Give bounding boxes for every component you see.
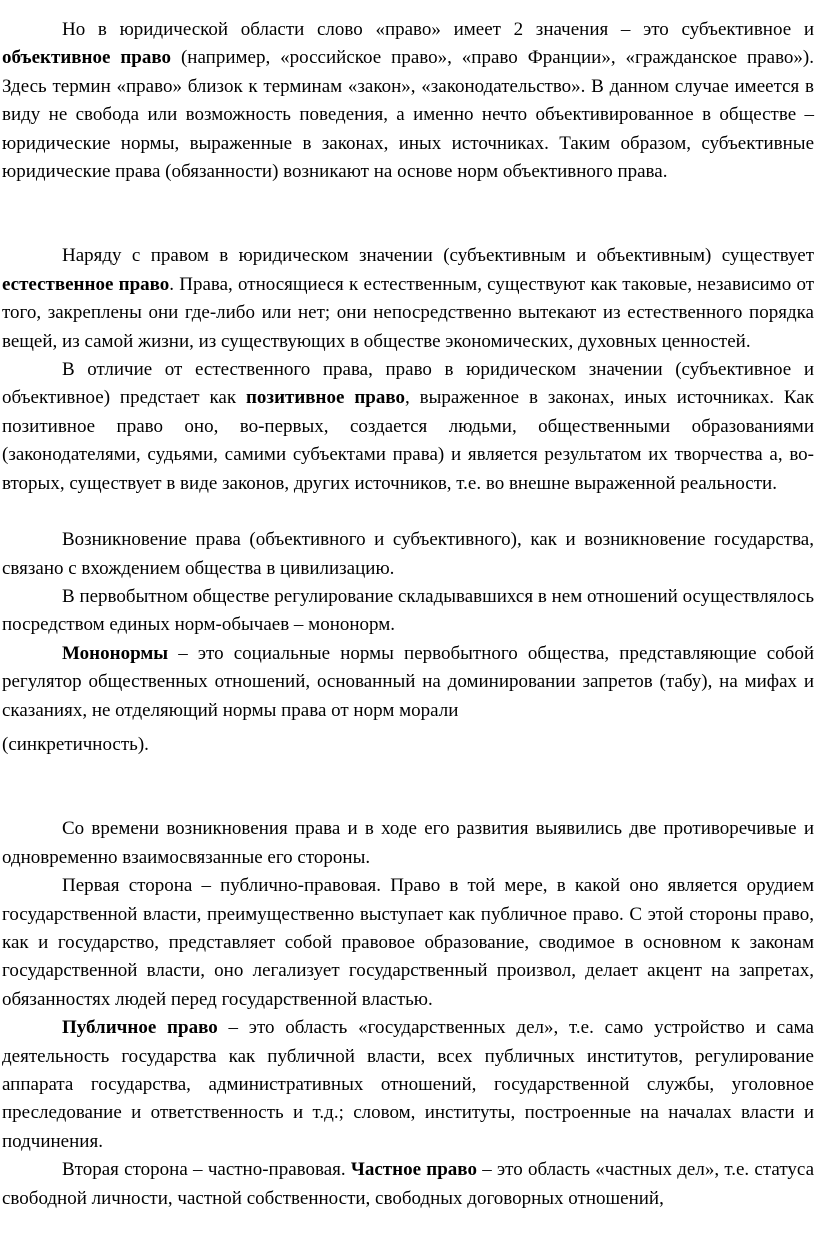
paragraph-gap (2, 498, 814, 526)
paragraph-gap (2, 759, 814, 815)
paragraph-gap (2, 186, 814, 242)
paragraph-text: – это область «частных дел», т.е. статуса свободной личности, частной собственности, свободных договорных отношений, (2, 1159, 814, 1209)
paragraph-natural-law (2, 242, 814, 356)
term-natural-law: естественное право (2, 273, 170, 295)
paragraph-primitive-society: В первобытном обществе регулирование складывавшихся в нем отношений осуществлялось посредством единых норм-обычаев – мононорм. (2, 585, 814, 636)
paragraph-text: Вторая сторона – частно-правовая. (62, 1159, 351, 1181)
paragraph-objective-law (2, 16, 814, 186)
paragraph-two-sides: Со времени возникновения права и в ходе его развития выявились две противоречивые и одновременно взаимосвязанные его стороны. (2, 818, 814, 868)
paragraph-public-side: Первая сторона – публично-правовая. Право в той мере, в какой оно является орудием государственной власти, преимущественно выступает как публичное право. С этой стороны право, как и государство, представляет собой правовое образование, сводимое в основном к законам государственной власти, оно легализует государственный произвол, делает акцент на запретах, обязанностях людей перед государственной властью. (2, 875, 814, 1010)
paragraph-private-law (2, 1156, 814, 1213)
paragraph-text: – это социальные нормы первобытного общества, представляющие собой регулятор общественных отношений, основанный на доминировании запретов (табу), на мифах и сказаниях, не отделяющий нормы права от норм морали (2, 642, 814, 721)
term-positive-law: позитивное право (245, 387, 405, 409)
paragraph-mononorms (2, 640, 814, 725)
paragraph-public-law (2, 1014, 814, 1156)
paragraph-origin-of-law: Возникновение права (объективного и субъективного), как и возникновение государства, связано с вхождением общества в цивилизацию. (2, 529, 814, 579)
paragraph-text: . Права, относящиеся к естественным, существуют как таковые, независимо от того, закреплены они где-либо или нет; они непосредственно вытекают из естественного порядка вещей, из самой жизни, из существующих в обществе экономических, духовных ценностей. (2, 273, 814, 352)
term-objective-law: объективное право (2, 47, 172, 69)
paragraph-text: (например, «российское право», «право Франции», «гражданское право»). Здесь термин «право» близок к терминам «закон», «законодательство». В данном случае имеется в виду не свобода или возможность поведения, а именно нечто объективированное в обществе – юридические нормы, выраженные в законах, иных источниках. Таким образом, субъективные юридические права (обязанности) возникают на основе норм объективного права. (2, 47, 814, 183)
paragraph-text: В отличие от естественного права, право в юридическом значении (субъективное и объективное) предстает как (2, 359, 814, 409)
paragraph-text: Но в юридической области слово «право» имеет 2 значения – это субъективное и (62, 19, 814, 40)
paragraph-text: , выраженное в законах, иных источниках. Как позитивное право оно, во-первых, создается людьми, общественными образованиями (законодателями, судьями, самими субъектами права) и является результатом их творчества а, во-вторых, существует в виде законов, других источников, т.е. во внешне выраженной реальности. (2, 387, 814, 494)
paragraph-positive-law (2, 356, 814, 498)
term-private-law: Частное право (350, 1159, 477, 1181)
term-public-law: Публичное право (62, 1017, 218, 1039)
paragraph-text: Наряду с правом в юридическом значении (субъективным и объективным) существует (62, 245, 814, 267)
paragraph-text: – это область «государственных дел», т.е. само устройство и сама деятельность государства как публичной власти, всех публичных институтов, регулирование аппарата государства, административных отношений, государственной службы, уголовное преследование и ответственность и т.д.; словом, институты, построенные на началах власти и подчинения. (2, 1017, 814, 1152)
term-mononorms: Мононормы (62, 642, 169, 664)
document-page (0, 16, 816, 1213)
paragraph-continuation: (синкретичность). (2, 733, 149, 755)
